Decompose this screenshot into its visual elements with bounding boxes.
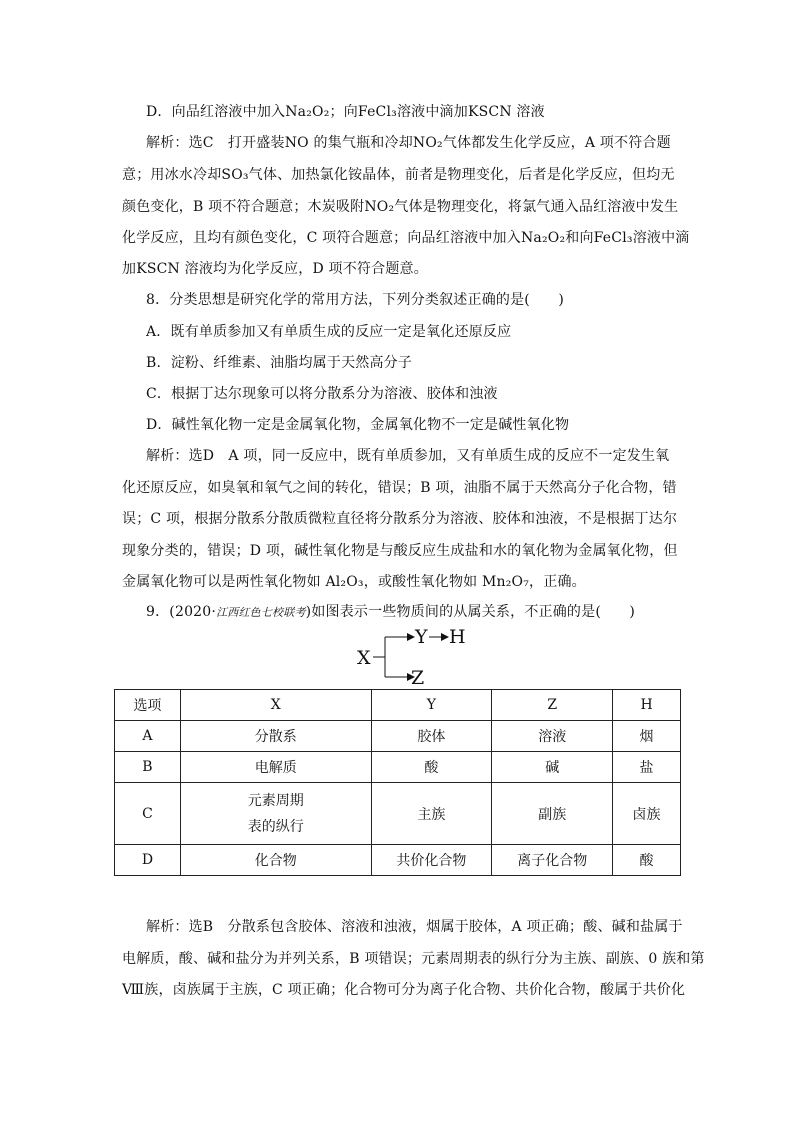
text-line: C．根据丁达尔现象可以将分散系分为溶液、胶体和浊液 [146, 386, 498, 402]
table-cell: 分散系 [180, 721, 371, 752]
text-line: 8．分类思想是研究化学的常用方法，下列分类叙述正确的是( ) [146, 292, 565, 308]
table-header: Z [492, 690, 613, 721]
table-cell: A [115, 721, 181, 752]
table-row [115, 721, 681, 752]
question-9-source: 江西红色七校联考 [216, 606, 306, 619]
text-line: 化还原反应，如臭氧和氧气之间的转化，错误；B 项，油脂不属于天然高分子化合物，错 [122, 480, 677, 496]
text-line: D．向品红溶液中加入Na₂O₂；向FeCl₃溶液中滴加KSCN 溶液 [146, 104, 545, 120]
table-cell: 酸 [613, 845, 681, 876]
text-line: D．碱性氧化物一定是金属氧化物，金属氧化物不一定是碱性氧化物 [146, 417, 570, 433]
table-cell: 胶体 [371, 721, 492, 752]
text-line: 加KSCN 溶液均为化学反应，D 项不符合题意。 [122, 261, 428, 277]
text-line: 颜色变化，B 项不符合题意；木炭吸附NO₂气体是物理变化，将氯气通入品红溶液中发生 [122, 199, 679, 215]
table-header-row [115, 690, 681, 721]
table-row [115, 783, 681, 845]
table-header: H [613, 690, 681, 721]
table-cell: 盐 [613, 752, 681, 783]
table-header: 选项 [115, 690, 181, 721]
text-line: A．既有单质参加又有单质生成的反应一定是氧化还原反应 [146, 324, 512, 340]
table-cell: 碱 [492, 752, 613, 783]
table-cell: B [115, 752, 181, 783]
table-header: Y [371, 690, 492, 721]
question-9 [0, 601, 794, 624]
table-cell: 副族 [492, 783, 613, 845]
text-line: 现象分类的，错误；D 项，碱性氧化物是与酸反应生成盐和水的氧化物为金属氧化物，但 [122, 543, 678, 559]
options-table [114, 689, 681, 876]
table-cell: D [115, 845, 181, 876]
table-cell: 主族 [371, 783, 492, 845]
diagram-label-x: X [357, 647, 371, 669]
table-cell: 酸 [371, 752, 492, 783]
question-9-prefix: 9．(2020· [146, 604, 217, 620]
text-line: 化学反应，且均有颜色变化，C 项符合题意；向品红溶液中加入Na₂O₂和向FeCl₃溶液中滴 [122, 230, 690, 246]
question-9-suffix: )如图表示一些物质间的从属关系，不正确的是( ) [305, 604, 636, 620]
table-cell: 卤族 [613, 783, 681, 845]
text-line: 解析：选C 打开盛装NO 的集气瓶和冷却NO₂气体都发生化学反应，A 项不符合题 [146, 135, 671, 151]
table-cell: C [115, 783, 181, 845]
diagram-label-y: Y [415, 626, 428, 648]
text-line: 误；C 项，根据分散系分散质微粒直径将分散系分为溶液、胶体和浊液，不是根据丁达尔 [122, 511, 678, 527]
table-header: X [180, 690, 371, 721]
text-line: 意；用冰水冷却SO₃气体、加热氯化铵晶体，前者是物理变化，后者是化学反应，但均无 [122, 167, 675, 183]
diagram-label-z: Z [411, 667, 425, 689]
text-line: B．淀粉、纤维素、油脂均属于天然高分子 [146, 355, 413, 371]
text-line: 电解质，酸、碱和盐分为并列关系，B 项错误；元素周期表的纵行分为主族、副族、0 族和第 [122, 951, 705, 967]
table-cell-multiline: 元素周期 表的纵行 [180, 783, 371, 845]
table-row [115, 752, 681, 783]
text-line: 解析：选D A 项，同一反应中，既有单质参加，又有单质生成的反应不一定发生氧 [146, 448, 670, 464]
table-cell: 溶液 [492, 721, 613, 752]
table-cell: 共价化合物 [371, 845, 492, 876]
relationship-diagram [355, 624, 495, 688]
diagram-label-h: H [449, 626, 466, 648]
text-line: 金属氧化物可以是两性氧化物如 Al₂O₃，或酸性氧化物如 Mn₂O₇，正确。 [122, 574, 586, 590]
table-cell: 电解质 [180, 752, 371, 783]
text-line: Ⅷ族，卤族属于主族，C 项正确；化合物可分为离子化合物、共价化合物，酸属于共价化 [122, 982, 686, 998]
text-line: 解析：选B 分散系包含胶体、溶液和浊液，烟属于胶体，A 项正确；酸、碱和盐属于 [146, 919, 683, 935]
table-cell: 烟 [613, 721, 681, 752]
table-row [115, 845, 681, 876]
table-cell: 离子化合物 [492, 845, 613, 876]
table-cell: 化合物 [180, 845, 371, 876]
